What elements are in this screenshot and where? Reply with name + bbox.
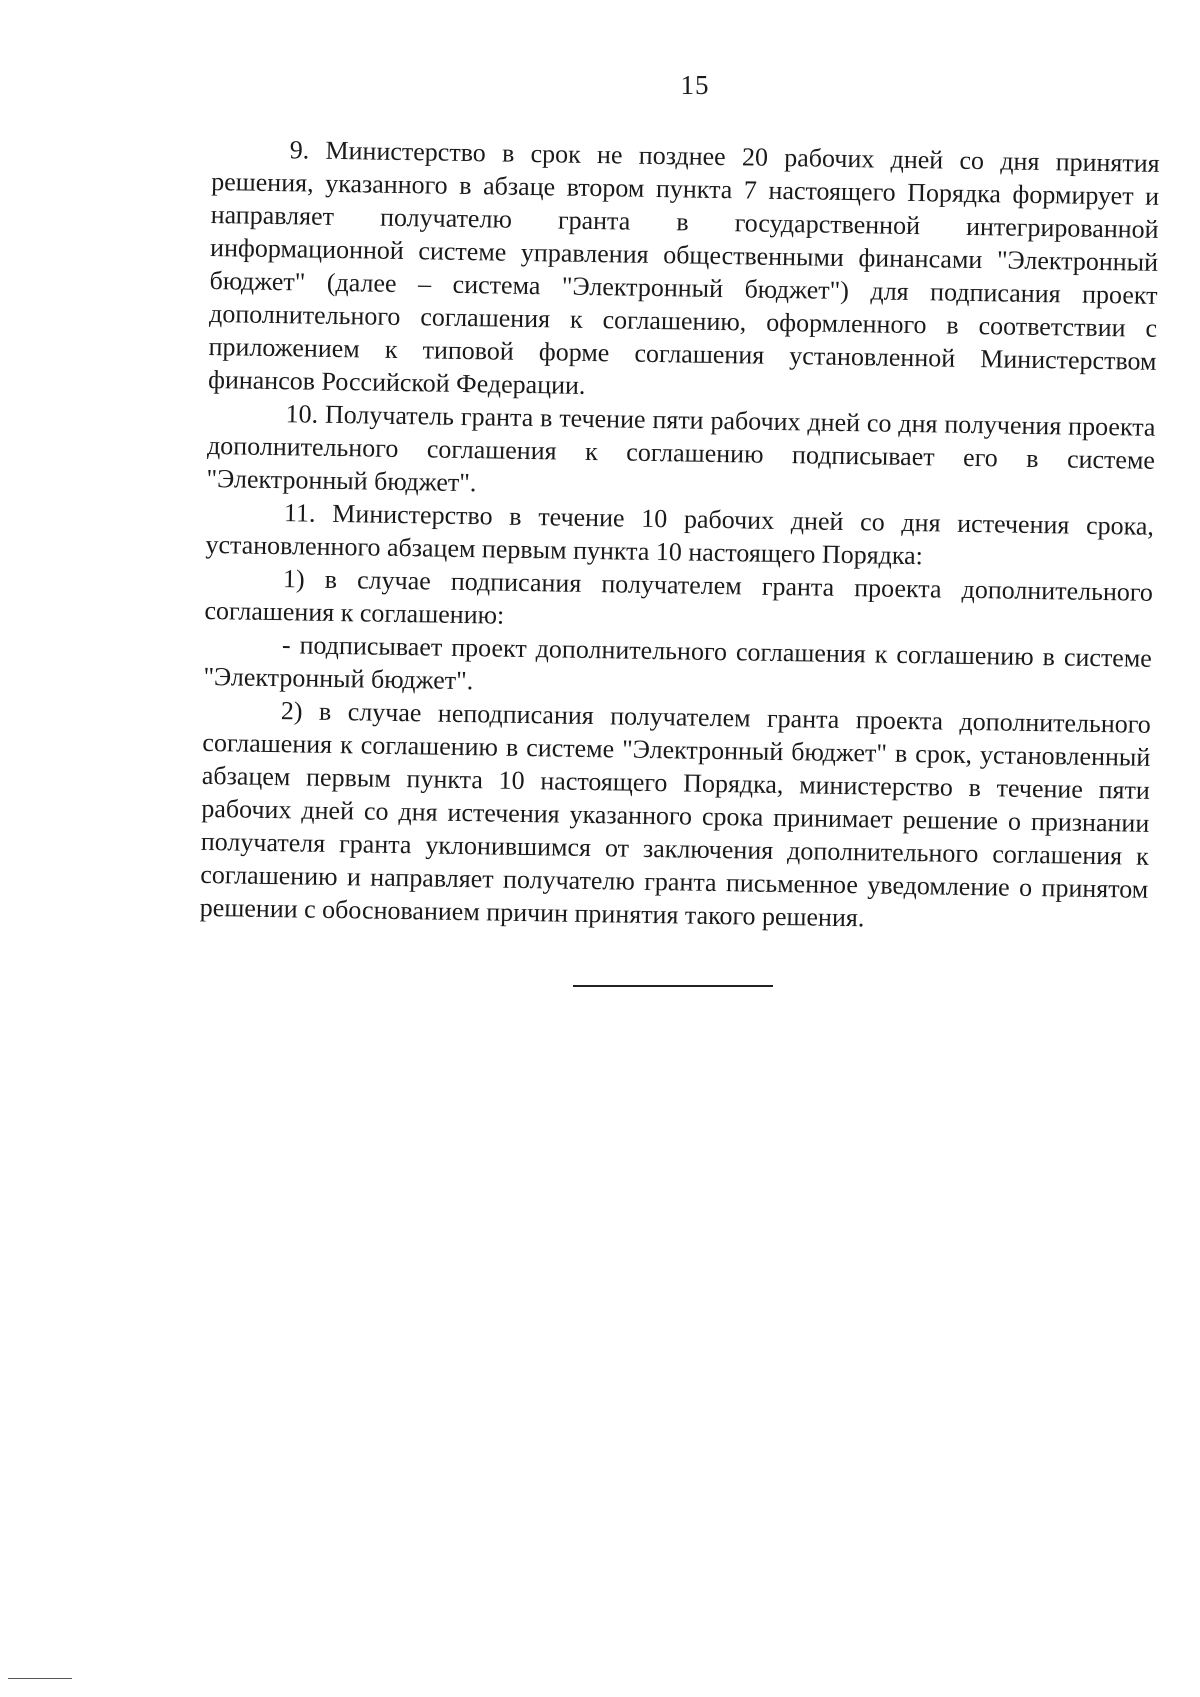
end-of-text-rule	[573, 985, 773, 987]
paragraph-10: 10. Получатель гранта в течение пяти рабочих дней со дня получения проекта дополнительного соглашения к соглашению подписывает его в системе "Электронный бюджет".	[206, 399, 1156, 498]
document-body	[200, 132, 1160, 939]
paragraph-11: 11. Министерство в течение 10 рабочих дней со дня истечения срока, установленного абзацем первым пункта 10 настоящего Порядка:	[205, 498, 1155, 571]
paragraph-9: 9. Министерство в срок не позднее 20 рабочих дней со дня принятия решения, указанного в абзаце втором пункта 7 настоящего Порядка формирует и направляет получателю гранта в государственной интегрированной информационной системе управления общественными финансами "Электронный бюджет" (далее – система "Электронный бюджет") для подписания проект дополнительного соглашения к соглашению, оформленного в соответствии с приложением к типовой форме соглашения установленной Министерством финансов Российской Федерации.	[207, 135, 1160, 400]
paragraph-11-item-1: 1) в случае подписания получателем гранта проекта дополнительного соглашения к соглашению:	[204, 564, 1154, 630]
page-number: 15	[680, 70, 710, 100]
paragraph-11-item-1-bullet: - подписывает проект дополнительного соглашения к соглашению в системе "Электронный бюджет".	[203, 630, 1153, 696]
margin-mark	[8, 1678, 72, 1679]
paragraph-11-item-2: 2) в случае неподписания получателем гранта проекта дополнительного соглашения к соглашению в системе "Электронный бюджет" в срок, установленный абзацем первым пункта 10 настоящего Порядка, министерство в течение пяти рабочих дней со дня истечения указанного срока принимает решение о признании получателя гранта уклонившимся от заключения дополнительного соглашения к соглашению и направляет получателю гранта письменное уведомление о принятом решении с обоснованием причин принятия такого решения.	[199, 696, 1152, 933]
